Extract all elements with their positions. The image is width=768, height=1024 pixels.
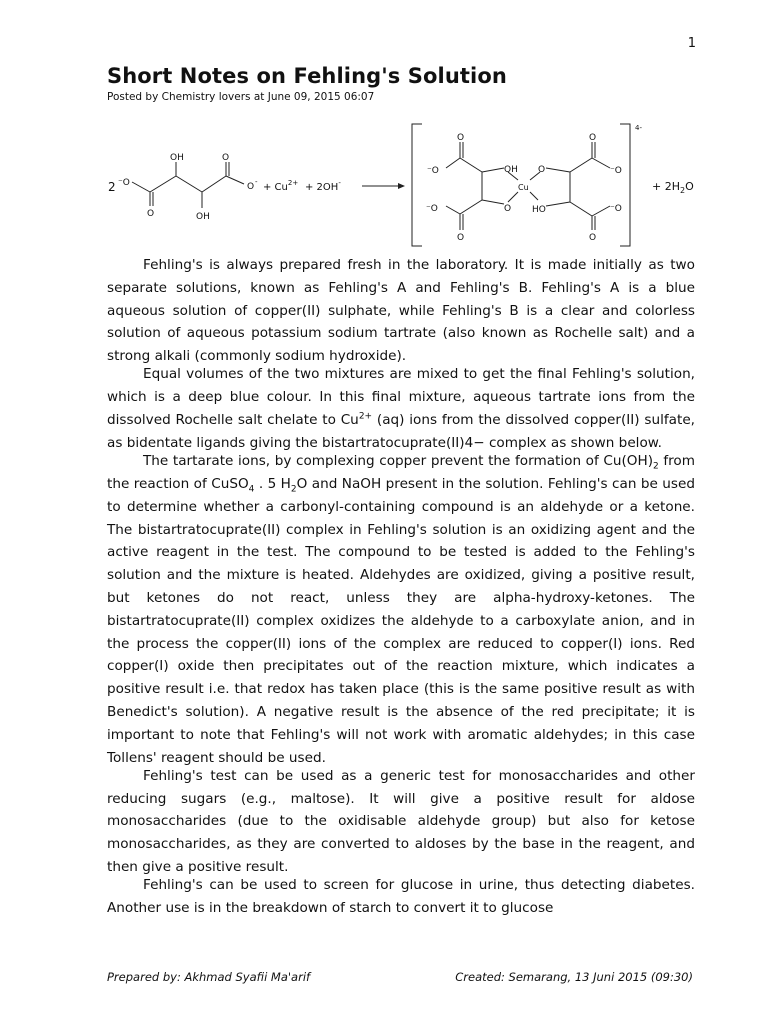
page-number: 1 bbox=[687, 36, 696, 51]
arrow-head-icon bbox=[398, 183, 405, 189]
atom-label: OH bbox=[504, 165, 518, 175]
complex-charge: 4- bbox=[635, 124, 642, 132]
paragraph: Fehling's can be used to screen for glucose in urine, thus detecting diabetes. Another use is in the breakdown of starch to convert it to glucose bbox=[107, 877, 695, 917]
reaction-scheme bbox=[100, 112, 720, 260]
paragraph: Fehling's test can be used as a generic test for monosaccharides and other reducing sugars (e.g., maltose). It will give a positive result for aldose monosaccharides (due to the oxidisable aldehyde group) but also for ketose monosaccharides, as they are converted to aldoses by the base in the reagent, and then give a positive result. bbox=[107, 767, 695, 876]
atom-label: O bbox=[589, 133, 597, 143]
copper-center: Cu bbox=[518, 183, 529, 192]
atom-label: O bbox=[222, 153, 230, 163]
atom-label: O bbox=[457, 233, 465, 243]
tartrate-structure bbox=[132, 162, 244, 208]
right-bracket bbox=[620, 124, 630, 246]
coefficient: 2 bbox=[108, 180, 116, 194]
atom-label: HO bbox=[532, 205, 546, 215]
paragraph: The tartarate ions, by complexing copper prevent the formation of $Cu(OH)_2$ from the reaction of CuSO$_4$ . 5 $H_2O$ and NaOH present in the solution. Fehling's can be used to determine whether a carbonyl-containing compound is an aldehyde or a ketone. The bistartratocuprate(II) complex in Fehling's solution is an oxidizing agent and the active reagent in the test. The compound to be tested is added to the Fehling's solution and the mixture is heated. Aldehydes are oxidized, giving a positive result, but ketones do not react, unless they are alpha-hydroxy-ketones. The bistartratocuprate(II) complex oxidizes the aldehyde to a carboxylate anion, and in the process the copper(II) ions of the complex are reduced to copper(I) ions. Red copper(I) oxide then precipitates out of the reaction mixture, which indicates a positive result i.e. that redox has taken place (this is the same positive result as with Benedict's solution). A negative result is the absence of the red precipitate; it is important to note that Fehling's will not work with aromatic aldehydes; in this case Tollens' reagent should be used. bbox=[107, 453, 695, 766]
posted-byline: Posted by Chemistry lovers at June 09, 2015 06:07 bbox=[107, 91, 375, 103]
copper-ion: + $Cu^{2+}$ bbox=[263, 179, 299, 193]
atom-label: O bbox=[589, 233, 597, 243]
atom-label: O bbox=[457, 133, 465, 143]
water-product: + $2H_2O$ bbox=[652, 180, 694, 195]
atom-label: O bbox=[247, 182, 255, 192]
footer-created: Created: Semarang, 13 Juni 2015 (09:30) bbox=[455, 970, 693, 984]
atom-label: ⁻O bbox=[118, 178, 130, 188]
paragraph: Equal volumes of the two mixtures are mixed to get the final Fehling's solution, which is a deep blue colour. In this final mixture, aqueous tartrate ions from the dissolved Rochelle salt chelate to $Cu^{2+}$ (aq) ions from the dissolved copper(II) sulfate, as bidentate ligands giving the bistartratocuprate(II)4− complex as shown below. bbox=[107, 366, 696, 451]
atom-label: ⁻O bbox=[610, 204, 622, 214]
document-body bbox=[107, 254, 695, 920]
atom-label: OH bbox=[196, 212, 210, 222]
atom-label: ⁻O bbox=[426, 204, 438, 214]
atom-label: OH bbox=[170, 153, 184, 163]
footer-prepared-by: Prepared by: Akhmad Syafii Ma'arif bbox=[107, 970, 311, 984]
document-title: Short Notes on Fehling's Solution bbox=[107, 64, 507, 88]
atom-label: O bbox=[147, 209, 155, 219]
atom-label: O bbox=[504, 204, 512, 214]
atom-label: ⁻O bbox=[427, 166, 439, 176]
atom-label: O bbox=[538, 165, 546, 175]
charge-label: - bbox=[255, 178, 258, 186]
left-bracket bbox=[412, 124, 422, 246]
atom-label: ⁻O bbox=[610, 166, 622, 176]
hydroxide: + 2OH- bbox=[305, 179, 341, 193]
paragraph: Fehling's is always prepared fresh in the laboratory. It is made initially as two separate solutions, known as Fehling's A and Fehling's B. Fehling's A is a blue aqueous solution of copper(II) sulphate, while Fehling's B is a clear and colorless solution of aqueous potassium sodium tartrate (also known as Rochelle salt) and a strong alkali (commonly sodium hydroxide). bbox=[107, 257, 695, 365]
